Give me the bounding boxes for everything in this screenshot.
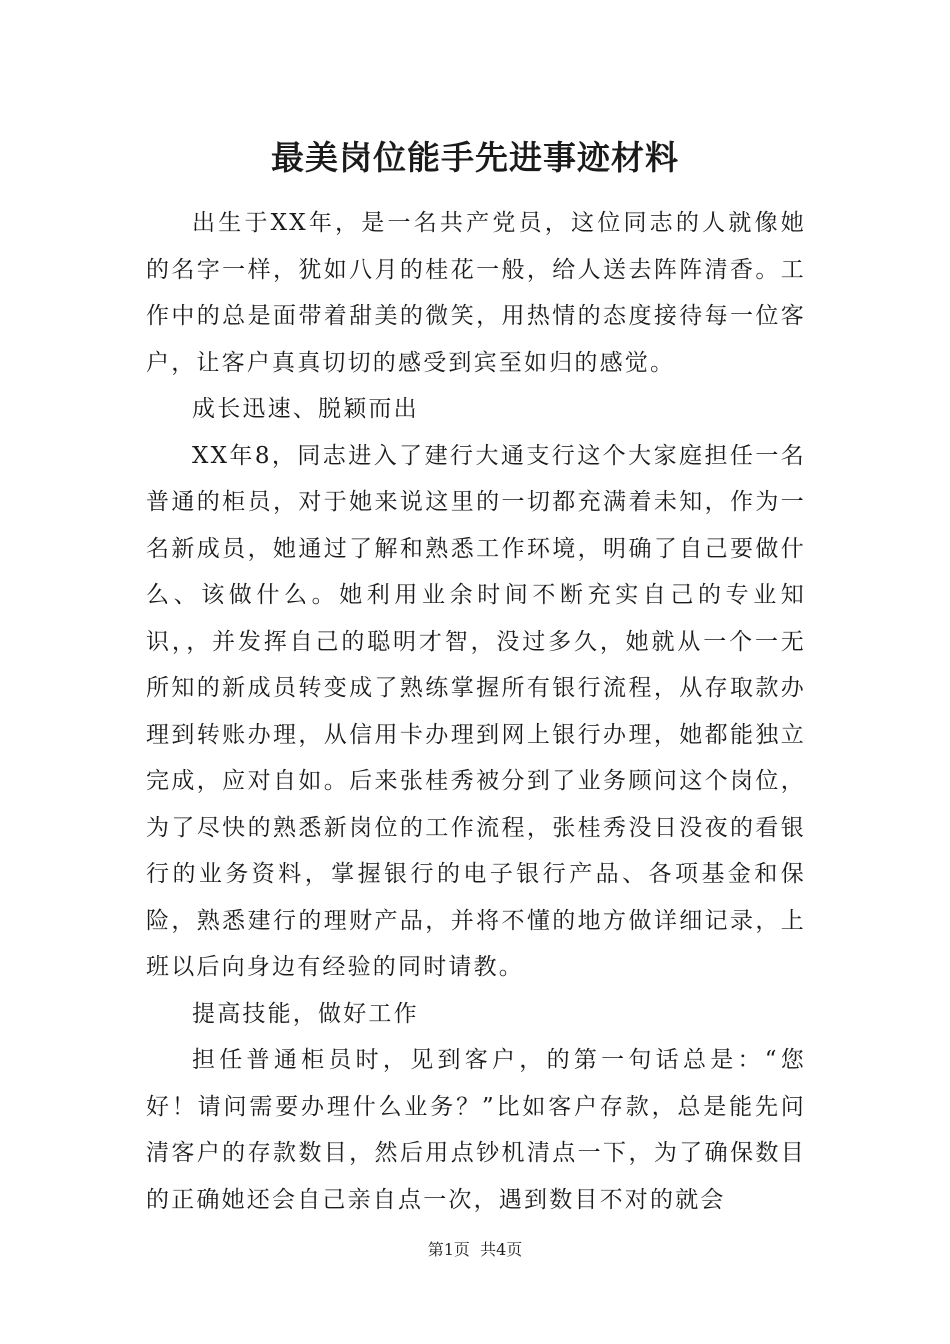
page-footer: 第1页 共4页 bbox=[427, 1240, 523, 1259]
paragraph-skills: 担任普通柜员时，见到客户，的第一句话总是：“您好！请问需要办理什么业务？”比如客户存款，总是能先问清客户的存款数目，然后用点钞机清点一下，为了确保数目的正确她还会自己亲自点一次，遇到数目不对的就会 bbox=[146, 1047, 806, 1213]
document-body bbox=[146, 200, 806, 1223]
section-heading-skills: 提高技能，做好工作 bbox=[192, 1000, 419, 1027]
section-heading-growth: 成长迅速、脱颖而出 bbox=[192, 396, 419, 422]
document-title: 最美岗位能手先进事迹材料 bbox=[271, 138, 679, 177]
paragraph-growth: XX年8，同志进入了建行大通支行这个大家庭担任一名普通的柜员，对于她来说这里的一切都充满着未知，作为一名新成员，她通过了解和熟悉工作环境，明确了自己要做什么、该做什么。她利用业余时间不断充实自己的专业知识，，并发挥自己的聪明才智，没过多久，她就从一个一无所知的新成员转变成了熟练掌握所有银行流程，从存取款办理到转账办理，从信用卡办理到网上银行办理，她都能独立完成，应对自如。后来张桂秀被分到了业务顾问这个岗位，为了尽快的熟悉新岗位的工作流程，张桂秀没日没夜的看银行的业务资料，掌握银行的电子银行产品、各项基金和保险，熟悉建行的理财产品，并将不懂的地方做详细记录，上班以后向身边有经验的同时请教。 bbox=[146, 442, 806, 980]
paragraph-intro: 出生于XX年，是一名共产党员，这位同志的人就像她的名字一样，犹如八月的桂花一般，给人送去阵阵清香。工作中的总是面带着甜美的微笑，用热情的态度接待每一位客户，让客户真真切切的感受到宾至如归的感觉。 bbox=[146, 210, 806, 376]
